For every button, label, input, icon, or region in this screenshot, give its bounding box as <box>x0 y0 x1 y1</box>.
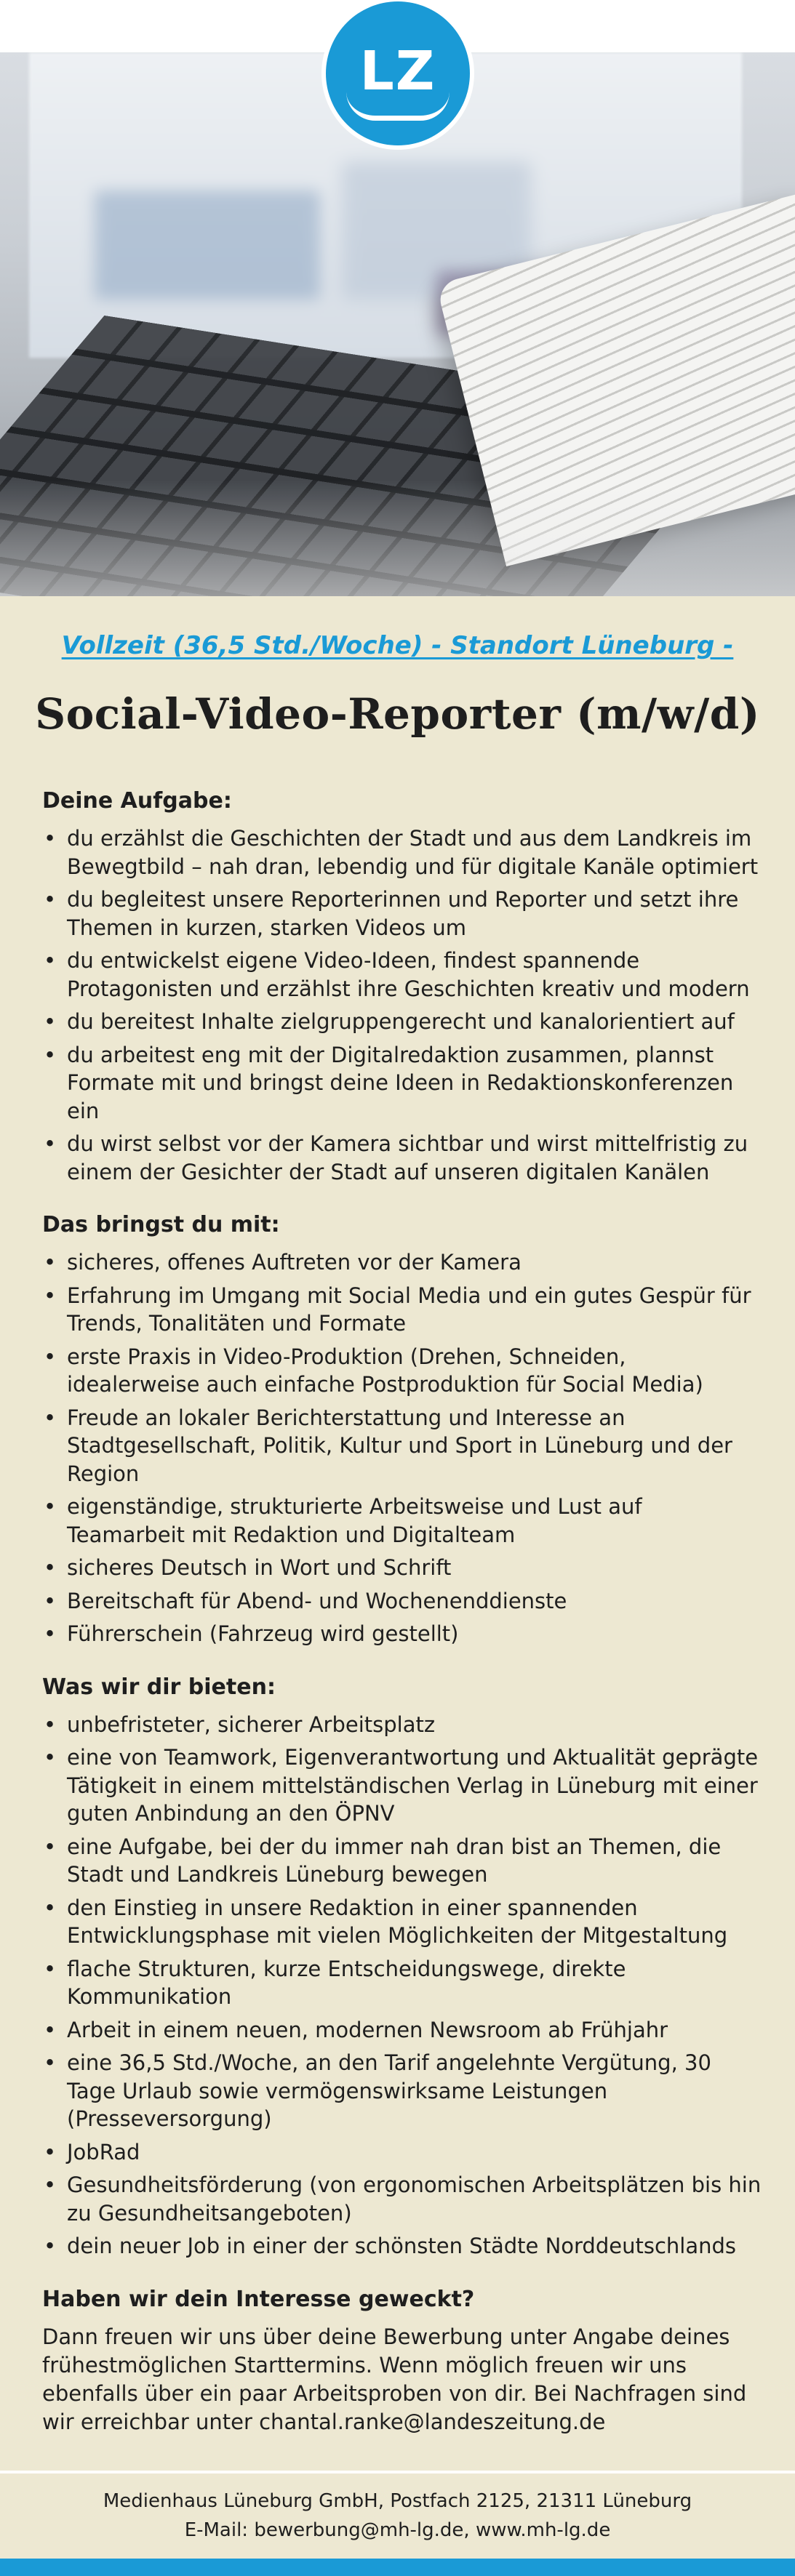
list-item: • erste Praxis in Video-Produktion (Drehen, Schneiden, idealerweise auch einfache Postproduktion für Social Media) <box>42 1343 762 1399</box>
logo-text: LZ <box>359 40 436 103</box>
job-ad-content <box>0 596 795 2471</box>
job-title: Social-Video-Reporter (m/w/d) <box>35 689 760 739</box>
lz-logo <box>326 1 470 145</box>
closing-text: Dann freuen wir uns über deine Bewerbung unter Angabe deines frühestmöglichen Starttermins. Wenn möglich freuen wir uns ebenfalls über ein paar Arbeitsproben von dir. Bei Nachfragen sind wir erreichbar unter chantal.ranke@landeszeitung.de <box>42 2324 747 2434</box>
list-item: • eine von Teamwork, Eigenverantwortung und Aktualität geprägte Tätigkeit in einem mittelständischen Verlag in Lüneburg mit einer guten Anbindung an den ÖPNV <box>42 1744 762 1828</box>
section-heading: Was wir dir bieten: <box>42 1674 276 1700</box>
list-item: • du begleitest unsere Reporterinnen und Reporter und setzt ihre Themen in kurzen, starken Videos um <box>42 886 762 942</box>
sections <box>42 787 762 2461</box>
list-item: • eine 36,5 Std./Woche, an den Tarif angelehnte Vergütung, 30 Tage Urlaub sowie vermögenswirksame Leistungen (Presseversorgung) <box>42 2049 762 2133</box>
job-subtitle: Vollzeit (36,5 Std./Woche) - Standort Lüneburg - <box>61 631 734 660</box>
section-heading: Das bringst du mit: <box>42 1212 280 1237</box>
list-item: • sicheres, offenes Auftreten vor der Kamera <box>42 1248 762 1277</box>
list-item: • dein neuer Job in einer der schönsten Städte Norddeutschlands <box>42 2232 762 2260</box>
list-item: • sicheres Deutsch in Wort und Schrift <box>42 1554 762 1582</box>
list-item: • eigenständige, strukturierte Arbeitsweise und Lust auf Teamarbeit mit Redaktion und Digitalteam <box>42 1493 762 1549</box>
list-item: • du arbeitest eng mit der Digitalredaktion zusammen, plannst Formate mit und bringst deine Ideen in Redaktionskonferenzen ein <box>42 1041 762 1126</box>
requirements-list <box>42 1248 762 1648</box>
bottom-accent-bar <box>0 2559 795 2576</box>
offers-list <box>42 1711 762 2260</box>
footer <box>0 2473 795 2559</box>
section-heading: Haben wir dein Interesse geweckt? <box>42 2286 475 2312</box>
section-requirements <box>42 1211 762 1648</box>
list-item: • du bereitest Inhalte zielgruppengerecht und kanalorientiert auf <box>42 1008 762 1036</box>
footer-contact[interactable]: E-Mail: bewerbung@mh-lg.de, www.mh-lg.de <box>184 2519 611 2541</box>
list-item: • den Einstieg in unsere Redaktion in einer spannenden Entwicklungsphase mit vielen Möglichkeiten der Mitgestaltung <box>42 1894 762 1950</box>
list-item: • Bereitschaft für Abend- und Wochenenddienste <box>42 1587 762 1616</box>
list-item: • unbefristeter, sicherer Arbeitsplatz <box>42 1711 762 1739</box>
list-item: • du wirst selbst vor der Kamera sichtbar und wirst mittelfristig zu einem der Gesichter der Stadt auf unseren digitalen Kanälen <box>42 1130 762 1186</box>
list-item: • Arbeit in einem neuen, modernen Newsroom ab Frühjahr <box>42 2016 762 2045</box>
task-list <box>42 824 762 1186</box>
list-item: • du entwickelst eigene Video-Ideen, findest spannende Protagonisten und erzählst ihre Geschichten kreativ und modern <box>42 947 762 1003</box>
list-item: • du erzählst die Geschichten der Stadt und aus dem Landkreis im Bewegtbild – nah dran, lebendig und für digitale Kanäle optimiert <box>42 824 762 880</box>
section-heading: Deine Aufgabe: <box>42 788 232 814</box>
section-offers <box>42 1673 762 2260</box>
list-item: • Freude an lokaler Berichterstattung und Interesse an Stadtgesellschaft, Politik, Kultur und Sport in Lüneburg und der Region <box>42 1404 762 1488</box>
list-item: • Erfahrung im Umgang mit Social Media und ein gutes Gespür für Trends, Tonalitäten und Formate <box>42 1282 762 1338</box>
footer-address: Medienhaus Lüneburg GmbH, Postfach 2125, 21311 Lüneburg <box>103 2490 692 2512</box>
logo-arc-icon <box>346 92 450 121</box>
list-item: • flache Strukturen, kurze Entscheidungswege, direkte Kommunikation <box>42 1955 762 2011</box>
list-item: • Führerschein (Fahrzeug wird gestellt) <box>42 1620 762 1648</box>
list-item: • eine Aufgabe, bei der du immer nah dran bist an Themen, die Stadt und Landkreis Lüneburg bewegen <box>42 1833 762 1889</box>
section-tasks <box>42 787 762 1186</box>
list-item: • Gesundheitsförderung (von ergonomischen Arbeitsplätzen bis hin zu Gesundheitsangeboten) <box>42 2171 762 2227</box>
list-item: • JobRad <box>42 2138 762 2167</box>
section-closing <box>42 2285 762 2436</box>
